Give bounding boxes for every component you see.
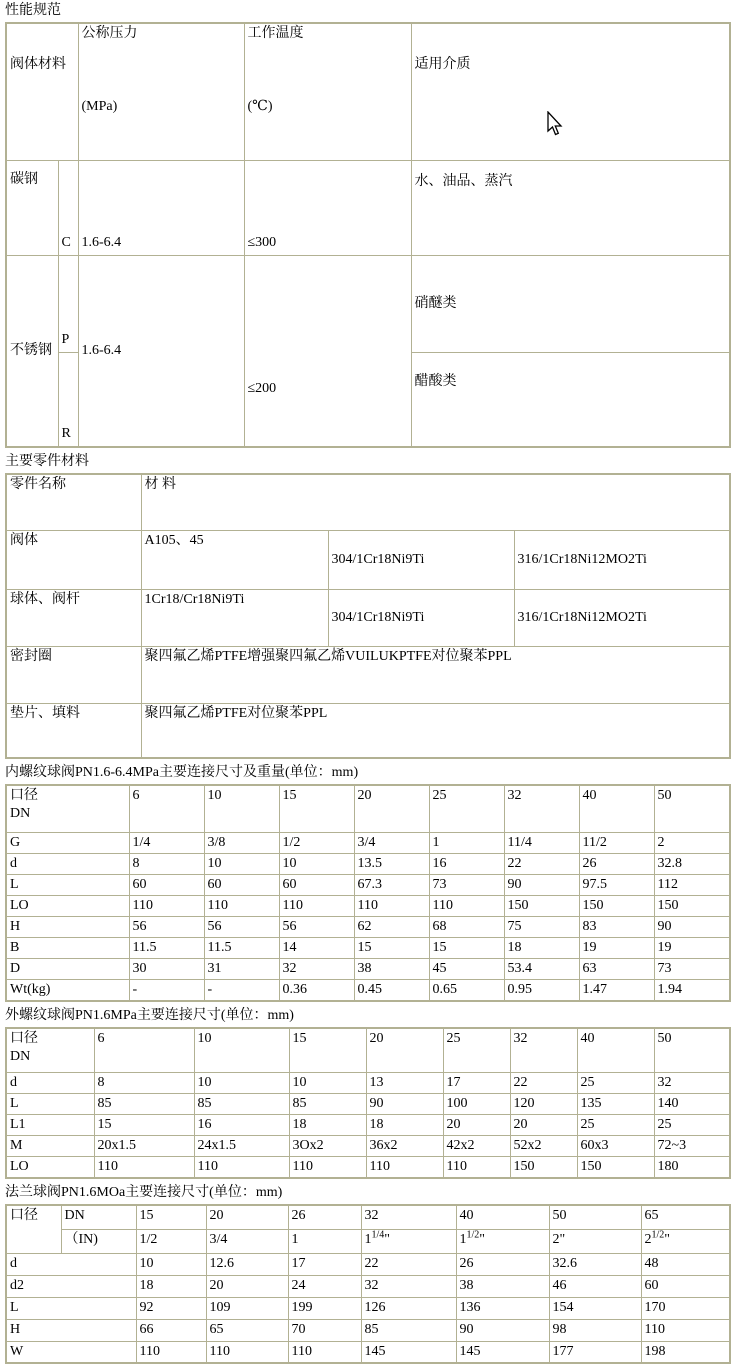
part-name-header: 零件名称 [6, 474, 141, 530]
cell-value: 0.45 [354, 979, 429, 1001]
inch-value: $1^{1/4}$" [361, 1229, 456, 1253]
dn-value: 32 [361, 1205, 456, 1229]
inch-header-row [6, 1229, 730, 1253]
cell-value: 45 [429, 958, 504, 979]
cell-value: 62 [354, 916, 429, 937]
cell-value: 26 [456, 1253, 549, 1275]
cell-value: 13 [366, 1073, 443, 1094]
cell-value: 8 [129, 853, 204, 874]
cell-value: 110 [366, 1157, 443, 1179]
thread-in-title: 内螺纹球阀PN1.6-6.4MPa主要连接尺寸及重量(单位：mm) [5, 765, 359, 780]
row-label: d2 [6, 1275, 136, 1297]
dim-row [6, 1319, 730, 1341]
cell-value: - [129, 979, 204, 1001]
cell-value: 32.6 [549, 1253, 641, 1275]
cell-value: 150 [577, 1157, 654, 1179]
inch-value: $2^{1/2}$" [641, 1229, 730, 1253]
table-row [6, 530, 730, 589]
dim-row [6, 937, 730, 958]
part-name: 垫片、填料 [6, 703, 141, 758]
materials-title: 主要零件材料 [5, 454, 89, 469]
dim-row [6, 1297, 730, 1319]
cell-value: 60 [129, 874, 204, 895]
caliber-label: 口径 [10, 1030, 38, 1046]
cell-value: 32 [279, 958, 354, 979]
cell-value: 177 [549, 1341, 641, 1363]
dn-value: 10 [204, 785, 279, 832]
cell-value: 60 [641, 1275, 730, 1297]
materials-table [5, 473, 731, 759]
cell-value: 140 [654, 1094, 730, 1115]
part-name: 阀体 [6, 530, 141, 589]
cell-value: 3/4 [354, 832, 429, 853]
stainless-steel-row-p [6, 255, 730, 352]
part-name: 球体、阀杆 [6, 589, 141, 646]
dim-row [6, 979, 730, 1001]
cell-value: 1/4 [129, 832, 204, 853]
cell-value: 11/2 [579, 832, 654, 853]
in-label: （IN) [61, 1229, 136, 1253]
dim-row [6, 895, 730, 916]
cell-value: 60 [204, 874, 279, 895]
cell-value: 25 [577, 1115, 654, 1136]
cell-value: 90 [456, 1319, 549, 1341]
cell-value: 90 [504, 874, 579, 895]
performance-table [5, 22, 731, 448]
temperature-header: 工作温度 [247, 26, 304, 41]
cell-value: 65 [206, 1319, 288, 1341]
dn-value: 32 [504, 785, 579, 832]
dim-row [6, 1275, 730, 1297]
part-name: 密封圈 [6, 646, 141, 703]
cell-value: 32 [361, 1275, 456, 1297]
dn-header-row [6, 1028, 730, 1073]
material-value: 304/1Cr18Ni9Ti [328, 530, 514, 589]
cell-value: 90 [654, 916, 730, 937]
dn-value: 15 [289, 1028, 366, 1073]
performance-title: 性能规范 [5, 3, 61, 18]
dim-row [6, 1253, 730, 1275]
table-row [6, 646, 730, 703]
inch-value: 2" [549, 1229, 641, 1253]
row-label: Wt(kg) [6, 979, 129, 1001]
cell-value: 150 [510, 1157, 577, 1179]
dn-header-row [6, 785, 730, 832]
material-value: 304/1Cr18Ni9Ti [328, 589, 514, 646]
row-label: LO [6, 1157, 94, 1179]
table-row [6, 703, 730, 758]
cell-value: 110 [354, 895, 429, 916]
cell-value: 25 [654, 1115, 730, 1136]
cell-value: 1/2 [279, 832, 354, 853]
cell-value: 13.5 [354, 853, 429, 874]
cell-value: 85 [289, 1094, 366, 1115]
cell-value: 1.94 [654, 979, 730, 1001]
stainless-steel-code-r: R [58, 352, 78, 447]
cell-value: 110 [288, 1341, 361, 1363]
dn-label: DN [10, 806, 31, 821]
cell-value: 3Ox2 [289, 1136, 366, 1157]
dn-value: 50 [654, 1028, 730, 1073]
cell-value: 136 [456, 1297, 549, 1319]
thread-out-title: 外螺纹球阀PN1.6MPa主要连接尺寸(单位：mm) [5, 1007, 294, 1023]
cell-value: 16 [194, 1115, 289, 1136]
cell-value: 15 [429, 937, 504, 958]
cell-value: 46 [549, 1275, 641, 1297]
cell-value: 199 [288, 1297, 361, 1319]
dn-header-row [6, 1205, 730, 1229]
cell-value: 31 [204, 958, 279, 979]
stainless-steel-code-p: P [58, 255, 78, 352]
row-label: H [6, 916, 129, 937]
row-label: d [6, 853, 129, 874]
cell-value: 67.3 [354, 874, 429, 895]
cell-value: 110 [429, 895, 504, 916]
material-value: 1Cr18/Cr18Ni9Ti [141, 589, 328, 646]
cell-value: 198 [641, 1341, 730, 1363]
cell-value: 154 [549, 1297, 641, 1319]
cell-value: 38 [354, 958, 429, 979]
flange-title: 法兰球阀PN1.6MOa主要连接尺寸(单位：mm) [5, 1185, 283, 1200]
cell-value: 17 [288, 1253, 361, 1275]
cell-value: 83 [579, 916, 654, 937]
cell-value: - [204, 979, 279, 1001]
inch-value: 3/4 [206, 1229, 288, 1253]
row-label: d [6, 1073, 94, 1094]
stainless-steel-temperature: ≤200 [244, 255, 411, 447]
dn-value: 25 [429, 785, 504, 832]
pressure-header-cell [78, 23, 244, 160]
dn-value: 65 [641, 1205, 730, 1229]
body-material-header: 阀体材料 [6, 23, 78, 160]
cell-value: 75 [504, 916, 579, 937]
material-value: 聚四氟乙烯PTFE对位聚苯PPL [141, 703, 730, 758]
cell-value: 145 [456, 1341, 549, 1363]
dn-value: 26 [288, 1205, 361, 1229]
carbon-steel-temperature: ≤300 [244, 160, 411, 255]
cell-value: 120 [510, 1094, 577, 1115]
dim-row [6, 1157, 730, 1179]
cell-value: 20 [206, 1275, 288, 1297]
row-label: L1 [6, 1115, 94, 1136]
cell-value: 97.5 [579, 874, 654, 895]
cell-value: 0.95 [504, 979, 579, 1001]
dim-row [6, 1115, 730, 1136]
stainless-steel-pressure: 1.6-6.4 [78, 255, 244, 447]
row-label: G [6, 832, 129, 853]
caliber-label: 口径 [6, 1205, 61, 1253]
temperature-header-cell [244, 23, 411, 160]
dn-value: 6 [94, 1028, 194, 1073]
carbon-steel-name: 碳钢 [6, 160, 58, 255]
cell-value: 30 [129, 958, 204, 979]
carbon-steel-pressure: 1.6-6.4 [78, 160, 244, 255]
cell-value: 110 [129, 895, 204, 916]
cell-value: 126 [361, 1297, 456, 1319]
cell-value: 38 [456, 1275, 549, 1297]
mouse-cursor-icon [546, 111, 563, 137]
dim-row [6, 1073, 730, 1094]
cell-value: 1.47 [579, 979, 654, 1001]
cell-value: 56 [129, 916, 204, 937]
cell-value: 48 [641, 1253, 730, 1275]
inch-value: 1/2 [136, 1229, 206, 1253]
cell-value: 110 [206, 1341, 288, 1363]
dn-label: DN [10, 1048, 31, 1064]
cell-value: 60 [279, 874, 354, 895]
cell-value: 2 [654, 832, 730, 853]
cell-value: 36x2 [366, 1136, 443, 1157]
cell-value: 22 [504, 853, 579, 874]
cell-value: 11.5 [204, 937, 279, 958]
dim-row [6, 874, 730, 895]
dn-value: 20 [354, 785, 429, 832]
row-label: L [6, 1297, 136, 1319]
cell-value: 85 [194, 1094, 289, 1115]
row-label: W [6, 1341, 136, 1363]
cell-value: 100 [443, 1094, 510, 1115]
cell-value: 180 [654, 1157, 730, 1179]
cell-value: 56 [279, 916, 354, 937]
cell-value: 145 [361, 1341, 456, 1363]
dn-label: DN [61, 1205, 136, 1229]
cell-value: 19 [579, 937, 654, 958]
cell-value: 110 [204, 895, 279, 916]
cell-value: 60x3 [577, 1136, 654, 1157]
dim-row [6, 1094, 730, 1115]
cell-value: 10 [194, 1073, 289, 1094]
cell-value: 10 [289, 1073, 366, 1094]
cell-value: 110 [94, 1157, 194, 1179]
cell-value: 63 [579, 958, 654, 979]
cell-value: 11/4 [504, 832, 579, 853]
dn-value: 50 [654, 785, 730, 832]
cell-value: 10 [204, 853, 279, 874]
dn-value: 15 [136, 1205, 206, 1229]
thread-out-table [5, 1027, 731, 1180]
dim-row [6, 916, 730, 937]
dn-value: 25 [443, 1028, 510, 1073]
cell-value: 110 [194, 1157, 289, 1179]
caliber-label: 口径 [10, 788, 38, 803]
temperature-unit: (℃) [247, 99, 273, 114]
cell-value: 10 [279, 853, 354, 874]
cell-value: 22 [361, 1253, 456, 1275]
caliber-dn-corner [6, 1028, 94, 1073]
cell-value: 24x1.5 [194, 1136, 289, 1157]
caliber-dn-corner [6, 785, 129, 832]
material-value: 316/1Cr18Ni12MO2Ti [514, 530, 730, 589]
materials-header-row [6, 474, 730, 530]
dn-value: 40 [577, 1028, 654, 1073]
dn-value: 20 [366, 1028, 443, 1073]
cell-value: 20 [510, 1115, 577, 1136]
inch-value: 1 [288, 1229, 361, 1253]
dn-value: 10 [194, 1028, 289, 1073]
row-label: H [6, 1319, 136, 1341]
inch-value: $1^{1/2}$" [456, 1229, 549, 1253]
row-label: M [6, 1136, 94, 1157]
cell-value: 10 [136, 1253, 206, 1275]
cell-value: 1 [429, 832, 504, 853]
dn-value: 6 [129, 785, 204, 832]
cell-value: 85 [94, 1094, 194, 1115]
row-label: L [6, 874, 129, 895]
cell-value: 0.65 [429, 979, 504, 1001]
carbon-steel-row [6, 160, 730, 255]
dn-value: 20 [206, 1205, 288, 1229]
cell-value: 32 [654, 1073, 730, 1094]
cell-value: 73 [654, 958, 730, 979]
row-label: L [6, 1094, 94, 1115]
stainless-steel-name: 不锈钢 [6, 255, 58, 447]
carbon-steel-code: C [58, 160, 78, 255]
cell-value: 85 [361, 1319, 456, 1341]
cell-value: 0.36 [279, 979, 354, 1001]
cell-value: 18 [504, 937, 579, 958]
cell-value: 70 [288, 1319, 361, 1341]
dn-value: 15 [279, 785, 354, 832]
cell-value: 11.5 [129, 937, 204, 958]
cell-value: 18 [289, 1115, 366, 1136]
dn-value: 40 [456, 1205, 549, 1229]
cell-value: 150 [579, 895, 654, 916]
carbon-steel-media: 水、油品、蒸汽 [411, 160, 730, 255]
cell-value: 112 [654, 874, 730, 895]
cell-value: 135 [577, 1094, 654, 1115]
stainless-steel-media-nitro: 硝醚类 [411, 255, 730, 352]
material-header: 材 料 [141, 474, 730, 530]
cell-value: 22 [510, 1073, 577, 1094]
cell-value: 72~3 [654, 1136, 730, 1157]
row-label: d [6, 1253, 136, 1275]
dn-value: 32 [510, 1028, 577, 1073]
cell-value: 68 [429, 916, 504, 937]
cell-value: 3/8 [204, 832, 279, 853]
cell-value: 12.6 [206, 1253, 288, 1275]
cell-value: 110 [443, 1157, 510, 1179]
cell-value: 110 [279, 895, 354, 916]
cell-value: 26 [579, 853, 654, 874]
cell-value: 8 [94, 1073, 194, 1094]
row-label: D [6, 958, 129, 979]
cell-value: 109 [206, 1297, 288, 1319]
pressure-header: 公称压力 [81, 26, 138, 41]
cell-value: 15 [354, 937, 429, 958]
cell-value: 20 [443, 1115, 510, 1136]
performance-header-row [6, 23, 730, 160]
cell-value: 56 [204, 916, 279, 937]
dim-row [6, 832, 730, 853]
dim-row [6, 1341, 730, 1363]
cell-value: 170 [641, 1297, 730, 1319]
table-row [6, 589, 730, 646]
stainless-steel-media-acetic: 醋酸类 [411, 352, 730, 447]
cell-value: 73 [429, 874, 504, 895]
row-label: B [6, 937, 129, 958]
row-label: LO [6, 895, 129, 916]
cell-value: 150 [504, 895, 579, 916]
cell-value: 150 [654, 895, 730, 916]
cell-value: 24 [288, 1275, 361, 1297]
dim-row [6, 853, 730, 874]
cell-value: 42x2 [443, 1136, 510, 1157]
cell-value: 15 [94, 1115, 194, 1136]
cell-value: 16 [429, 853, 504, 874]
cell-value: 20x1.5 [94, 1136, 194, 1157]
cell-value: 17 [443, 1073, 510, 1094]
dim-row [6, 958, 730, 979]
cell-value: 110 [289, 1157, 366, 1179]
dim-row [6, 1136, 730, 1157]
cell-value: 25 [577, 1073, 654, 1094]
cell-value: 18 [366, 1115, 443, 1136]
material-value: A105、45 [141, 530, 328, 589]
flange-table [5, 1204, 731, 1364]
cell-value: 92 [136, 1297, 206, 1319]
cell-value: 19 [654, 937, 730, 958]
cell-value: 90 [366, 1094, 443, 1115]
cell-value: 14 [279, 937, 354, 958]
dn-value: 40 [579, 785, 654, 832]
cell-value: 66 [136, 1319, 206, 1341]
material-value: 316/1Cr18Ni12MO2Ti [514, 589, 730, 646]
cell-value: 52x2 [510, 1136, 577, 1157]
thread-in-table [5, 784, 731, 1002]
cell-value: 18 [136, 1275, 206, 1297]
pressure-unit: (MPa) [81, 99, 118, 114]
cell-value: 110 [641, 1319, 730, 1341]
cell-value: 53.4 [504, 958, 579, 979]
dn-value: 50 [549, 1205, 641, 1229]
cell-value: 110 [136, 1341, 206, 1363]
cell-value: 98 [549, 1319, 641, 1341]
cell-value: 32.8 [654, 853, 730, 874]
media-header: 适用介质 [411, 23, 730, 160]
material-value: 聚四氟乙烯PTFE增强聚四氟乙烯VUILUKPTFE对位聚苯PPL [141, 646, 730, 703]
